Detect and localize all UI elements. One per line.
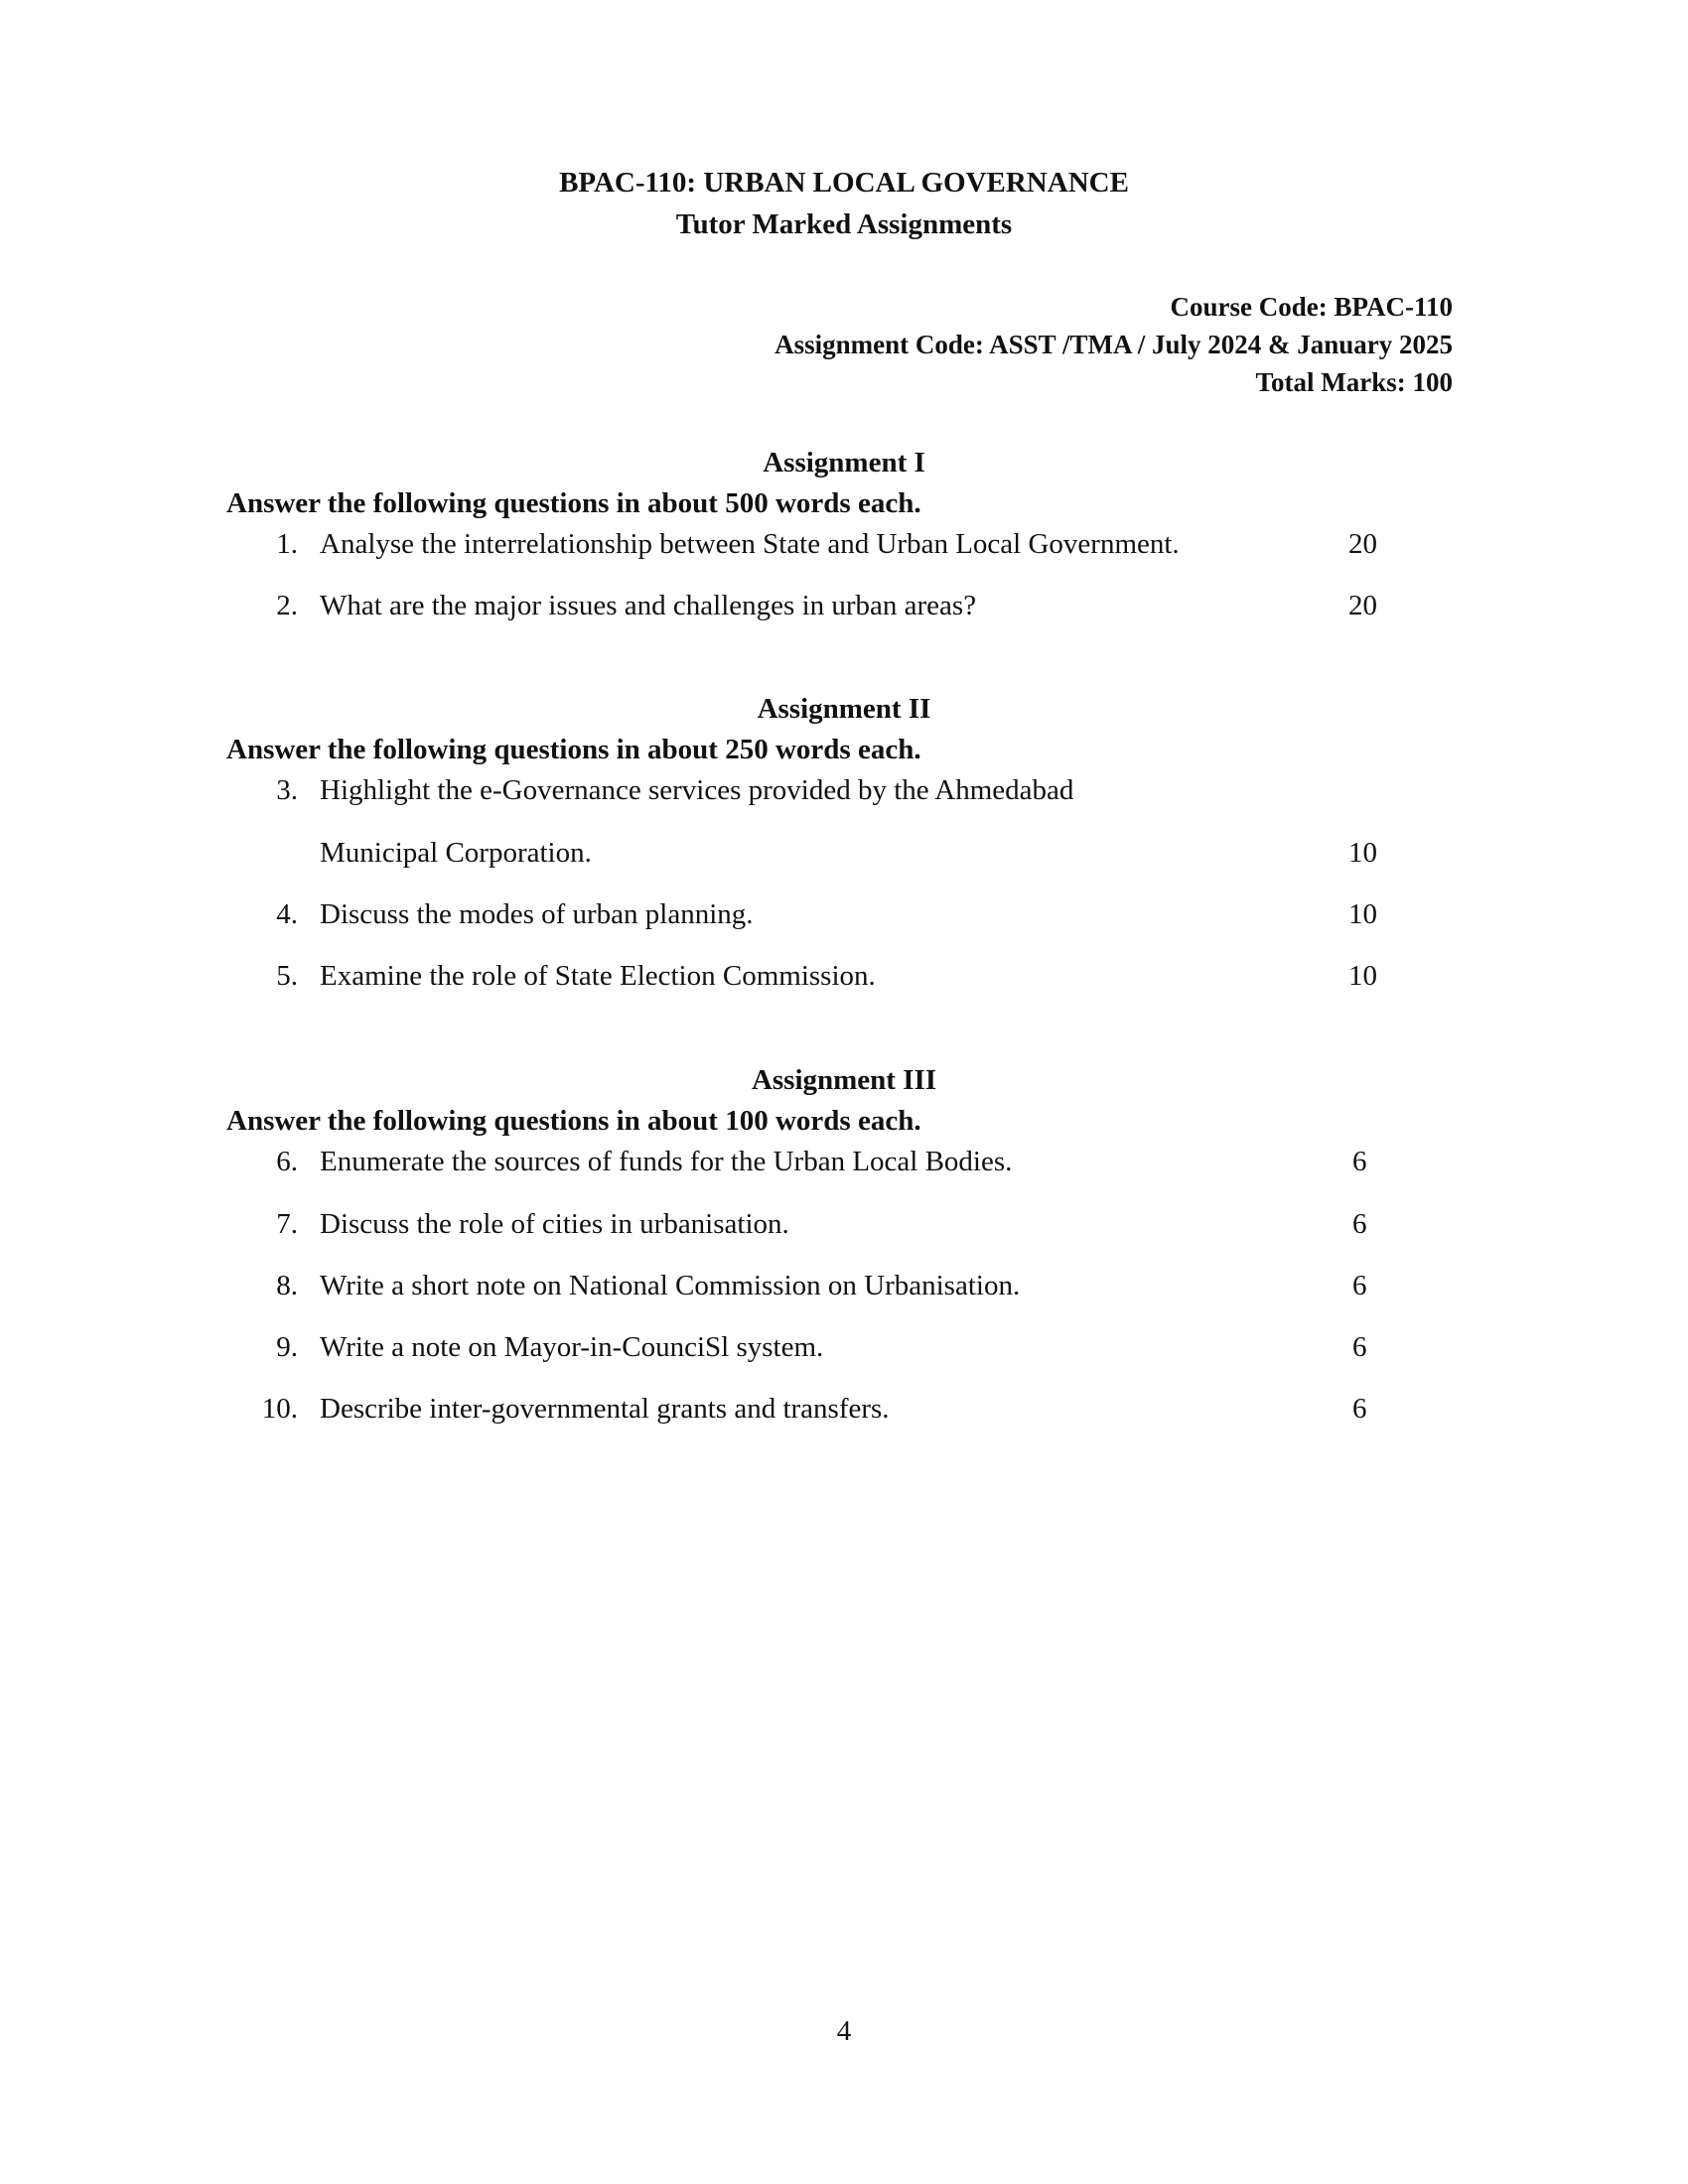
question-number: 1. — [276, 528, 298, 560]
question-marks: 10 — [1348, 898, 1377, 930]
question-row — [0, 1327, 1688, 1367]
question-text: Examine the role of State Election Commission. — [320, 960, 876, 992]
page-number: 4 — [836, 2015, 852, 2047]
question-text: Write a short note on National Commission on Urbanisation. — [320, 1270, 1021, 1301]
question-number: 5. — [276, 960, 298, 992]
question-marks: 6 — [1352, 1146, 1367, 1177]
question-row — [0, 1266, 1688, 1305]
question-text: Discuss the role of cities in urbanisation. — [320, 1208, 789, 1240]
question-number: 9. — [276, 1331, 298, 1363]
question-number: 4. — [276, 898, 298, 930]
question-text: Write a note on Mayor-in-CounciSl system. — [320, 1331, 824, 1363]
question-marks: 20 — [1348, 528, 1377, 560]
course-code: Course Code: BPAC-110 — [1170, 292, 1453, 322]
assignment-3-heading: Assignment III — [751, 1064, 937, 1096]
assignment-2-heading: Assignment II — [757, 693, 931, 725]
question-row — [0, 894, 1688, 934]
question-text: Describe inter-governmental grants and transfers. — [320, 1393, 890, 1425]
question-marks: 20 — [1348, 590, 1377, 621]
question-text-continued: Municipal Corporation. — [320, 837, 592, 869]
question-marks: 10 — [1348, 837, 1377, 869]
total-marks: Total Marks: 100 — [1255, 367, 1453, 397]
question-marks: 6 — [1352, 1393, 1367, 1425]
question-number: 10. — [261, 1393, 298, 1425]
question-text: Highlight the e-Governance services provided by the Ahmedabad — [320, 774, 1074, 806]
question-marks: 6 — [1352, 1331, 1367, 1363]
question-row — [0, 1204, 1688, 1244]
assignment-3-instruction: Answer the following questions in about 100 words each. — [226, 1105, 921, 1137]
question-text: Analyse the interrelationship between State and Urban Local Government. — [320, 528, 1180, 560]
question-row — [0, 1142, 1688, 1181]
assignment-code: Assignment Code: ASST /TMA / July 2024 & January 2025 — [774, 330, 1453, 359]
document-subtitle: Tutor Marked Assignments — [675, 208, 1013, 240]
question-number: 8. — [276, 1270, 298, 1301]
assignment-1-heading: Assignment I — [763, 447, 925, 478]
question-row — [0, 956, 1688, 996]
question-number: 7. — [276, 1208, 298, 1240]
question-marks: 10 — [1348, 960, 1377, 992]
question-row — [0, 586, 1688, 625]
question-row — [0, 524, 1688, 564]
question-number: 6. — [276, 1146, 298, 1177]
question-row — [0, 770, 1688, 810]
question-text: Discuss the modes of urban planning. — [320, 898, 754, 930]
question-row-continuation — [0, 833, 1688, 873]
document-title: BPAC-110: URBAN LOCAL GOVERNANCE — [559, 167, 1129, 199]
question-number: 3. — [276, 774, 298, 806]
question-text: What are the major issues and challenges in urban areas? — [320, 590, 977, 621]
question-number: 2. — [276, 590, 298, 621]
question-row — [0, 1389, 1688, 1429]
assignment-2-instruction: Answer the following questions in about 250 words each. — [226, 734, 921, 765]
question-text: Enumerate the sources of funds for the Urban Local Bodies. — [320, 1146, 1013, 1177]
question-marks: 6 — [1352, 1270, 1367, 1301]
assignment-1-instruction: Answer the following questions in about 500 words each. — [226, 487, 921, 519]
question-marks: 6 — [1352, 1208, 1367, 1240]
